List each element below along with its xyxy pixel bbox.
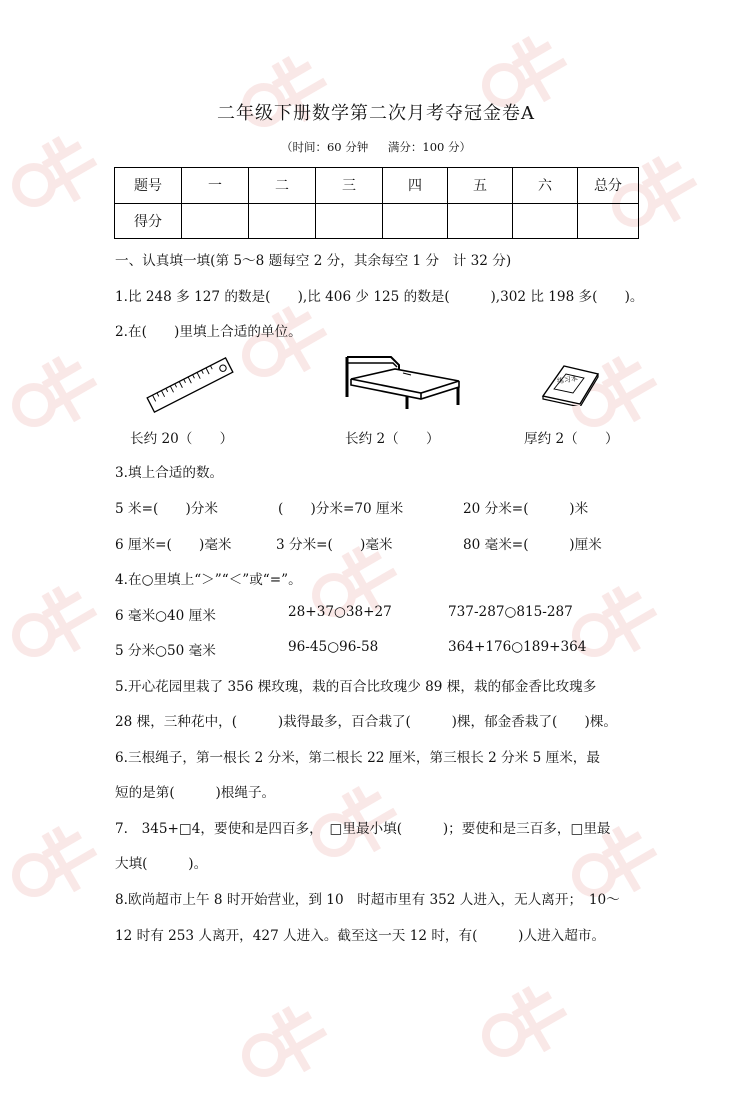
bed-caption: 长约 2（ ） [345, 431, 440, 447]
q3-item: 80 毫米=( )厘米 [463, 537, 602, 553]
score-header-cell: 一 [182, 168, 249, 204]
exam-time: （时间：60 分钟 [280, 140, 369, 154]
q4-item: 96-45○96-58 [288, 639, 379, 655]
watermark-logo-icon [0, 560, 120, 680]
question-4: 4.在○里填上“＞”“＜”或“=”。 [115, 572, 302, 588]
q3-item: ( )分米=70 厘米 [278, 501, 404, 517]
q3-item: 5 米=( )分米 [115, 501, 218, 517]
q4-item: 737-287○815-287 [448, 604, 573, 620]
score-cell[interactable] [316, 203, 383, 239]
question-6-line-2: 短的是第( )根绳子。 [115, 785, 276, 801]
question-5-line-1: 5.开心花园里栽了 356 棵玫瑰，栽的百合比玫瑰少 89 棵，栽的郁金香比玫瑰多 [115, 679, 597, 695]
question-7-line-2: 大填( )。 [115, 856, 208, 872]
q3-item: 20 分米=( )米 [463, 501, 589, 517]
watermark-logo-icon [470, 960, 590, 1080]
score-header-cell: 二 [249, 168, 316, 204]
score-table-header-row [115, 168, 639, 204]
ruler-icon [144, 356, 236, 414]
question-7-line-1: 7. 345+□4，要使和是四百多， □里最小填( )；要使和是三百多，□里最 [115, 821, 611, 837]
exam-full-score: 满分：100 分） [387, 140, 472, 154]
score-header-cell: 题号 [115, 168, 182, 204]
score-table-score-row [115, 203, 639, 239]
score-cell[interactable] [383, 203, 448, 239]
section-1-heading: 一、认真填一填(第 5～8 题每空 2 分，其余每空 1 分 计 32 分) [115, 253, 512, 269]
q3-item: 3 分米=( )毫米 [276, 537, 393, 553]
q3-item: 6 厘米=( )毫米 [115, 537, 232, 553]
q4-item: 5 分米○50 毫米 [115, 643, 216, 659]
bed-icon [341, 353, 463, 411]
question-3: 3.填上合适的数。 [115, 465, 224, 481]
question-2: 2.在( )里填上合适的单位。 [115, 324, 302, 340]
watermark-logo-icon [230, 980, 350, 1100]
question-8-line-1: 8.欧尚超市上午 8 时开始营业，到 10 时超市里有 352 人进入，无人离开； 10～ [115, 892, 620, 908]
score-cell[interactable] [578, 203, 639, 239]
score-cell[interactable] [182, 203, 249, 239]
score-cell[interactable] [249, 203, 316, 239]
notebook-label: 练习本 [556, 374, 579, 386]
score-table [114, 167, 639, 239]
q4-item: 364+176○189+364 [448, 639, 587, 655]
score-header-cell: 六 [513, 168, 578, 204]
notebook-caption: 厚约 2（ ） [524, 431, 619, 447]
watermark-logo-icon [0, 110, 120, 230]
q4-item: 6 毫米○40 厘米 [115, 608, 216, 624]
score-header-cell: 五 [448, 168, 513, 204]
score-header-cell: 总分 [578, 168, 639, 204]
score-cell[interactable] [513, 203, 578, 239]
question-8-line-2: 12 时有 253 人离开，427 人进入。截至这一天 12 时，有( )人进入超市。 [115, 928, 606, 944]
score-cell[interactable] [448, 203, 513, 239]
score-header-cell: 四 [383, 168, 448, 204]
page-title: 二年级下册数学第二次月考夺冠金卷A [217, 103, 535, 124]
watermark-logo-icon [560, 560, 680, 680]
score-header-cell: 三 [316, 168, 383, 204]
question-5-line-2: 28 棵，三种花中，( )栽得最多，百合栽了( )棵，郁金香栽了( )棵。 [115, 714, 618, 730]
question-1: 1.比 248 多 127 的数是( ),比 406 少 125 的数是( ),302 比 198 多( )。 [115, 289, 644, 305]
q4-item: 28+37○38+27 [288, 604, 392, 620]
question-6-line-1: 6.三根绳子，第一根长 2 分米，第二根长 22 厘米，第三根长 2 分米 5 厘米，最 [115, 750, 600, 766]
watermark-logo-icon [230, 30, 350, 150]
watermark-logo-icon [0, 330, 120, 450]
score-row-label: 得分 [115, 203, 182, 239]
exam-info [0, 139, 752, 155]
watermark-logo-icon [0, 800, 120, 920]
ruler-caption: 长约 20（ ） [130, 431, 234, 447]
